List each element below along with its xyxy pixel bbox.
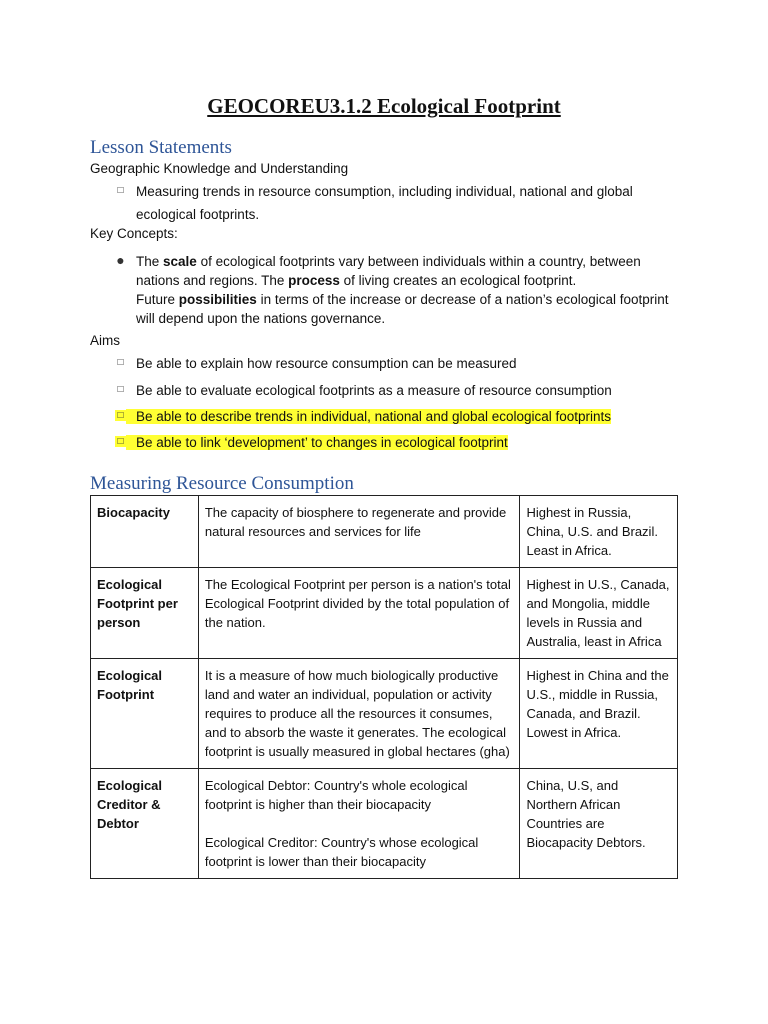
distribution-cell: Highest in China and the U.S., middle in Russia, Canada, and Brazil. Lowest in Africa. xyxy=(520,659,678,769)
aim-text: Be able to explain how resource consumption can be measured xyxy=(136,356,517,371)
creditor-definition: Ecological Creditor: Country's whose ecological footprint is lower than their biocapacity xyxy=(204,835,479,869)
table-row xyxy=(91,568,678,659)
definition-cell: It is a measure of how much biologically productive land and water an individual, population or activity requires to produce all the resources it consumes, and to absorb the waste it generates. The ecological footprint is usually measured in global hectares (gha) xyxy=(198,659,520,769)
page-title: GEOCOREU3.1.2 Ecological Footprint xyxy=(207,94,561,118)
term-cell: Biocapacity xyxy=(91,496,199,568)
table-row xyxy=(91,769,678,879)
distribution-cell: Highest in Russia, China, U.S. and Brazil. Least in Africa. xyxy=(520,496,678,568)
term-cell: Ecological Footprint per person xyxy=(91,568,199,659)
square-bullet-icon: □ xyxy=(117,384,124,395)
distribution-cell: China, U.S, and Northern African Countries are Biocapacity Debtors. xyxy=(520,769,678,879)
definition-cell xyxy=(198,769,520,879)
key-concepts-paragraph: The scale of ecological footprints vary between individuals within a country, between nations and regions. The process of living creates an ecological footprint. Future possibilities in terms of the increase or decrease of a nation’s ecological footprint will depend upon the nations governance. xyxy=(136,254,669,326)
square-bullet-icon: □ xyxy=(115,436,126,447)
statement-text-line-1: Measuring trends in resource consumption, including individual, national and global xyxy=(136,184,633,199)
lesson-statements-heading: Lesson Statements xyxy=(90,137,232,158)
aims-label: Aims xyxy=(90,333,120,348)
keyword-scale: scale xyxy=(163,254,197,269)
measuring-heading: Measuring Resource Consumption xyxy=(90,473,354,494)
debtor-definition: Ecological Debtor: Country's whole ecological footprint is higher than their biocapacity xyxy=(204,778,468,812)
key-concepts-label: Key Concepts: xyxy=(90,226,178,241)
keyword-possibilities: possibilities xyxy=(178,292,257,307)
round-bullet-icon: ● xyxy=(116,252,125,268)
square-bullet-icon: □ xyxy=(117,357,124,368)
table-row xyxy=(91,496,678,568)
aim-text: Be able to describe trends in individual, national and global ecological footprints xyxy=(126,409,611,424)
statement-text-line-2: ecological footprints. xyxy=(136,207,260,222)
term-cell: Ecological Creditor & Debtor xyxy=(91,769,199,879)
square-bullet-icon: □ xyxy=(117,185,124,196)
definition-cell: The capacity of biosphere to regenerate and provide natural resources and services for life xyxy=(198,496,520,568)
term-cell: Ecological Footprint xyxy=(91,659,199,769)
table-row xyxy=(91,659,678,769)
subheading-geographic-knowledge: Geographic Knowledge and Understanding xyxy=(90,161,349,176)
distribution-cell: Highest in U.S., Canada, and Mongolia, middle levels in Russia and Australia, least in Africa xyxy=(520,568,678,659)
definition-cell: The Ecological Footprint per person is a nation's total Ecological Footprint divided by the total population of the nation. xyxy=(198,568,520,659)
keyword-process: process xyxy=(288,273,340,288)
resource-consumption-table xyxy=(90,495,678,879)
square-bullet-icon: □ xyxy=(115,410,126,421)
aim-text: Be able to link ‘development’ to changes in ecological footprint xyxy=(126,435,508,450)
aim-text: Be able to evaluate ecological footprints as a measure of resource consumption xyxy=(136,383,612,398)
